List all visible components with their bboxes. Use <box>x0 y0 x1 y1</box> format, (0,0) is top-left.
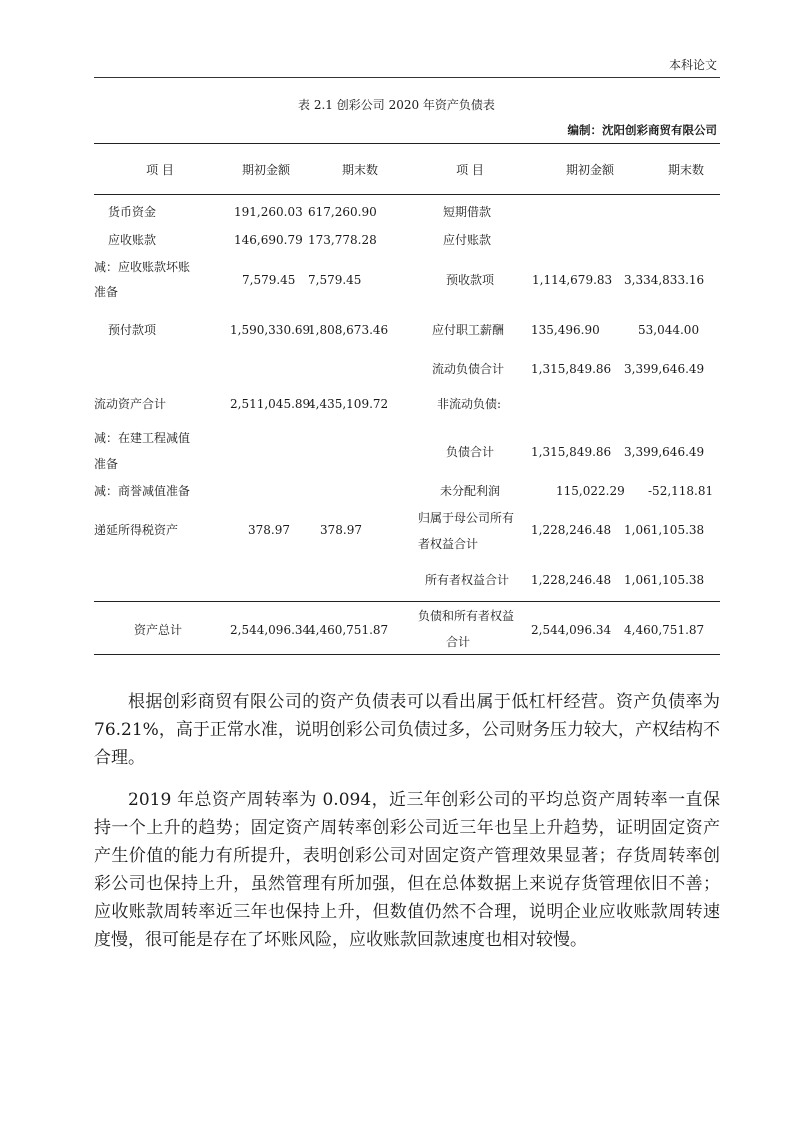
cell-value: 1,808,673.46 <box>308 323 389 337</box>
cell-value: 3,399,646.49 <box>624 362 705 376</box>
cell-value: 2,544,096.34 <box>230 623 311 637</box>
cell-value: 3,334,833.16 <box>624 273 705 287</box>
table-compiler: 编制：沈阳创彩商贸有限公司 <box>567 123 717 137</box>
cell-item: 应收账款 <box>108 233 157 247</box>
header-divider <box>94 77 720 78</box>
cell-item-continued: 者权益合计 <box>418 537 479 551</box>
table-header-rule <box>94 194 720 195</box>
cell-item: 货币资金 <box>108 205 157 219</box>
cell-value: 4,435,109.72 <box>308 397 389 411</box>
cell-item: 负债合计 <box>446 445 495 459</box>
cell-value: 4,460,751.87 <box>624 623 705 637</box>
cell-value: 2,511,045.89 <box>230 397 311 411</box>
cell-item: 流动资产合计 <box>94 397 167 411</box>
cell-value: 191,260.03 <box>234 205 303 219</box>
cell-value: -52,118.81 <box>648 484 714 498</box>
cell-value: 3,399,646.49 <box>624 445 705 459</box>
cell-value: 4,460,751.87 <box>308 623 389 637</box>
body-paragraph: 2019 年总资产周转率为 0.094，近三年创彩公司的平均总资产周转率一直保持一个上升的趋势；固定资产周转率创彩公司近三年也呈上升趋势，证明固定资产产生价值的能力有所提升，表明创彩公司对固定资产管理效果显著；存货周转率创彩公司也保持上升，虽然管理有所加强，但在总体数据上来说存货管理依旧不善；应收账款周转率近三年也保持上升，但数值仍然不合理，说明企业应收账款周转速度慢，很可能是存在了坏账风险，应收账款回款速度也相对较慢。 <box>94 790 720 950</box>
cell-item: 资产总计 <box>134 623 183 637</box>
cell-value: 1,315,849.86 <box>531 362 612 376</box>
cell-value: 378.97 <box>320 523 362 537</box>
cell-value: 146,690.79 <box>234 233 303 247</box>
cell-value: 7,579.45 <box>308 273 362 287</box>
cell-item: 减：应收账款坏账 <box>94 260 191 274</box>
cell-value: 2,544,096.34 <box>531 623 612 637</box>
cell-value: 1,114,679.83 <box>532 273 613 287</box>
cell-item: 减：在建工程减值 <box>94 431 191 445</box>
cell-item: 递延所得税资产 <box>94 523 179 537</box>
cell-value: 135,496.90 <box>531 323 600 337</box>
col-header-closing-right: 期末数 <box>667 163 704 177</box>
cell-value: 1,061,105.38 <box>624 523 705 537</box>
cell-value: 1,590,330.69 <box>230 323 311 337</box>
cell-item-continued: 合计 <box>446 635 471 649</box>
cell-item: 负债和所有者权益 <box>418 609 515 623</box>
cell-value: 1,061,105.38 <box>624 573 705 587</box>
cell-item: 减：商誉减值准备 <box>94 484 191 498</box>
col-header-item-left: 项 目 <box>146 163 174 177</box>
cell-value: 173,778.28 <box>308 233 377 247</box>
cell-value: 7,579.45 <box>242 273 296 287</box>
cell-item: 应付职工薪酬 <box>432 323 505 337</box>
cell-item: 预收款项 <box>446 273 495 287</box>
table-bottom-rule <box>94 654 720 655</box>
table-total-rule <box>94 601 720 602</box>
cell-item: 流动负债合计 <box>432 362 505 376</box>
body-paragraph: 根据创彩商贸有限公司的资产负债表可以看出属于低杠杆经营。资产负债率为 76.21%，高于正常水准，说明创彩公司负债过多，公司财务压力较大，产权结构不合理。 <box>94 692 720 768</box>
col-header-opening-left: 期初金额 <box>241 163 290 177</box>
table-top-rule <box>94 143 720 144</box>
cell-item-continued: 准备 <box>94 285 119 299</box>
col-header-closing-left: 期末数 <box>341 163 378 177</box>
cell-item: 非流动负债: <box>437 397 502 411</box>
cell-item: 所有者权益合计 <box>425 573 510 587</box>
col-header-opening-right: 期初金额 <box>565 163 614 177</box>
cell-value: 53,044.00 <box>638 323 700 337</box>
cell-value: 378.97 <box>248 523 290 537</box>
cell-item: 短期借款 <box>443 205 492 219</box>
page-header: 本科论文 <box>668 58 717 72</box>
col-header-item-right: 项 目 <box>456 163 484 177</box>
cell-item: 应付账款 <box>443 233 492 247</box>
cell-value: 617,260.90 <box>308 205 377 219</box>
cell-value: 1,228,246.48 <box>531 523 612 537</box>
cell-value: 1,315,849.86 <box>531 445 612 459</box>
cell-item-continued: 准备 <box>94 457 119 471</box>
cell-item: 预付款项 <box>108 323 157 337</box>
cell-item: 归属于母公司所有 <box>418 511 515 525</box>
cell-value: 115,022.29 <box>556 484 625 498</box>
table-caption: 表 2.1 创彩公司 2020 年资产负债表 <box>298 98 495 112</box>
cell-item: 未分配利润 <box>440 484 501 498</box>
cell-value: 1,228,246.48 <box>531 573 612 587</box>
